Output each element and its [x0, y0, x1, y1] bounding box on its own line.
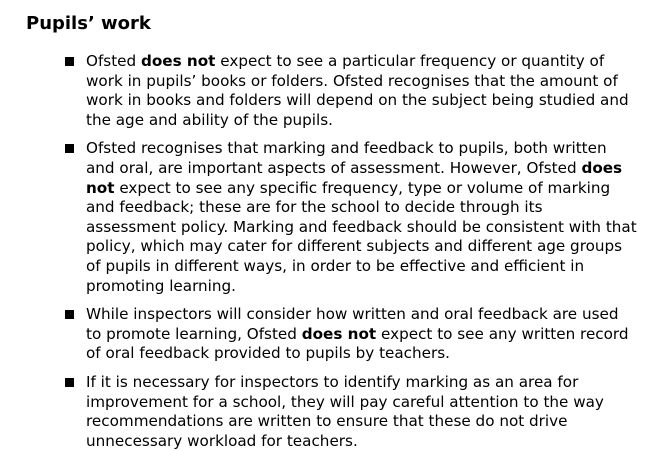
list-item-text [86, 305, 629, 362]
list-item [26, 373, 637, 451]
text-segment: While inspectors will consider how written and oral feedback are used to promote learning, Ofsted [86, 305, 619, 343]
section-heading: Pupils’ work [26, 13, 151, 34]
emphasis-text: does not [140, 52, 216, 70]
list-item [26, 305, 637, 364]
square-bullet-icon [65, 310, 74, 319]
square-bullet-icon [65, 378, 74, 387]
list-item [26, 139, 637, 296]
square-bullet-icon [65, 57, 74, 66]
text-segment: expect to see a particular frequency or quantity of work in pupils’ books or folders. Ofsted recognises that the amount of work in books and folders will depend on the subject being studied and the age and ability of the pupils. [86, 52, 629, 129]
text-segment: Ofsted [86, 52, 141, 70]
text-segment: If it is necessary for inspectors to identify marking as an area for improvement for a school, they will pay careful attention to the way recommendations are written to ensure that these do not drive unnecessary workload for teachers. [86, 372, 604, 450]
list-item-text [86, 139, 637, 294]
text-segment: expect to see any specific frequency, type or volume of marking and feedback; these are for the school to decide through its assessment policy. Marking and feedback should be consistent with that policy, which may cater for different subjects and different age groups of pupils in different ways, in order to be effective and efficient in promoting learning. [86, 178, 637, 295]
emphasis-text: does not [301, 324, 377, 343]
list-item-text [86, 373, 604, 450]
text-segment: expect to see any written record of oral feedback provided to pupils by teachers. [86, 324, 629, 363]
bullet-list [26, 52, 637, 451]
list-item-text [86, 52, 629, 129]
text-segment: Ofsted recognises that marking and feedback to pupils, both written and oral, are important aspects of assessment. However, Ofsted [86, 139, 607, 177]
list-item [26, 52, 637, 130]
square-bullet-icon [65, 144, 74, 153]
emphasis-text: does not [86, 158, 623, 197]
